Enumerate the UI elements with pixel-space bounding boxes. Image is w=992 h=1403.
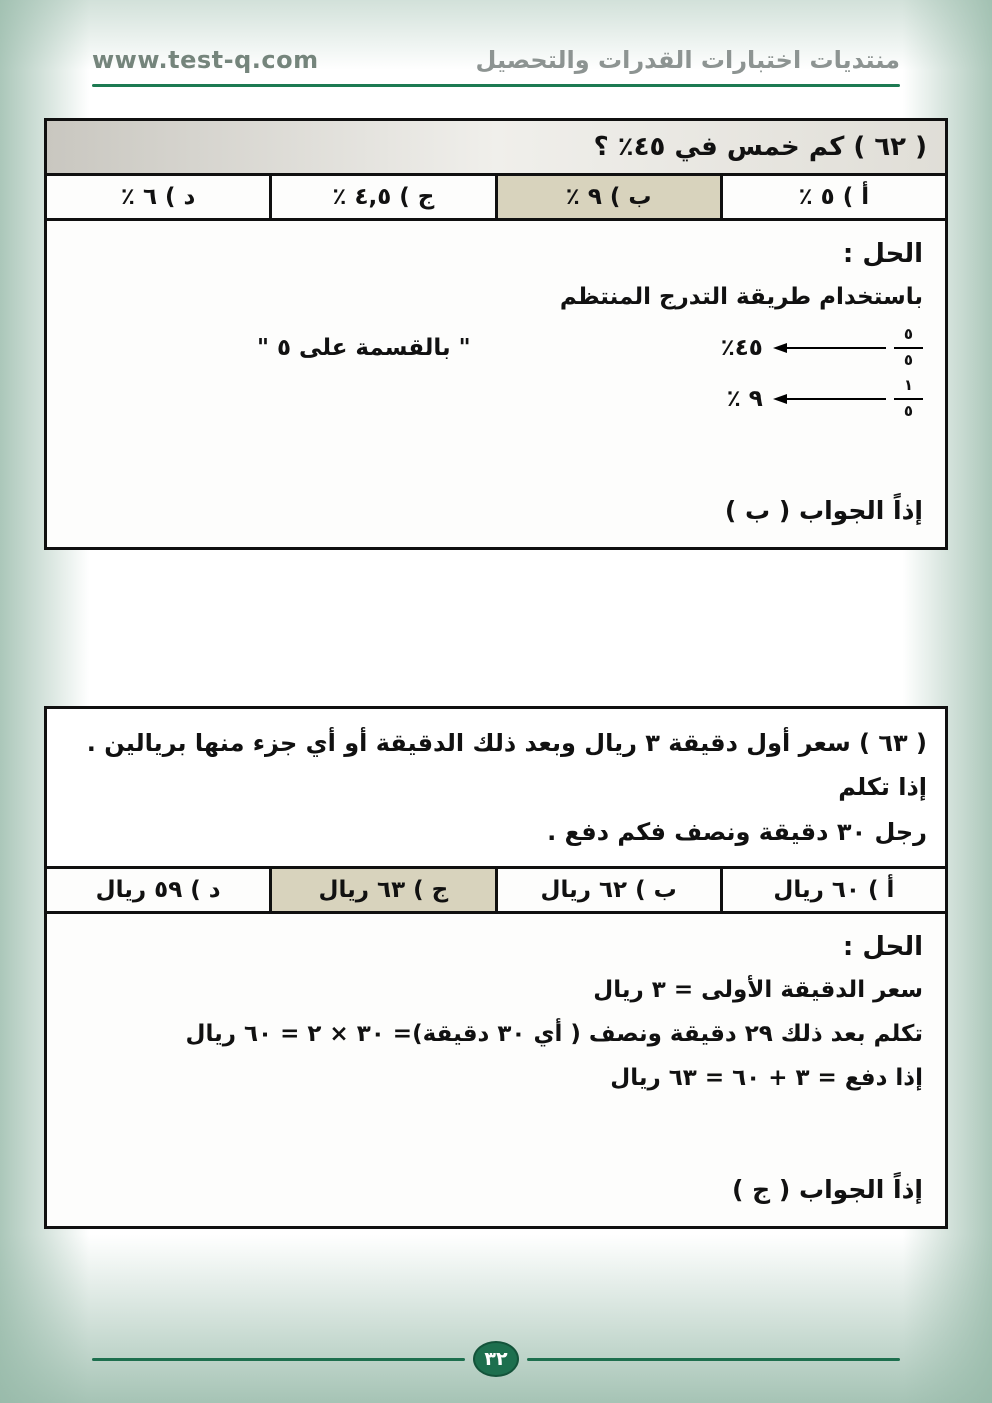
solution-line-3: إذا دفع = ٣ + ٦٠ = ٦٣ ريال bbox=[610, 1065, 923, 1092]
question-62-block bbox=[44, 118, 948, 550]
question-63-block bbox=[44, 706, 948, 1229]
fraction-numerator: ٥ bbox=[894, 325, 923, 349]
fraction-1-over-5 bbox=[894, 376, 923, 421]
solution-method: باستخدام طريقة التدرج المنتظم bbox=[559, 284, 923, 310]
option-b-highlighted bbox=[495, 173, 723, 221]
option-b-label: ب ) ٦٢ ريال bbox=[540, 877, 677, 904]
page-number-badge bbox=[473, 1341, 519, 1377]
step-1-note: " بالقسمة على ٥ " bbox=[257, 334, 471, 361]
option-a bbox=[720, 173, 948, 221]
fraction-denominator: ٥ bbox=[903, 401, 913, 420]
solution-line-2: تكلم بعد ذلك ٢٩ دقيقة ونصف ( أي ٣٠ دقيقة)= ٣٠ × ٢ = ٦٠ ريال bbox=[185, 1021, 923, 1048]
option-a bbox=[720, 866, 948, 914]
question-63-solution bbox=[44, 911, 948, 1229]
fraction-numerator: ١ bbox=[894, 376, 923, 400]
left-arrow-icon bbox=[773, 392, 888, 406]
step-1-result: ٤٥٪ bbox=[720, 334, 763, 361]
option-d-label: د ) ٦ ٪ bbox=[120, 184, 196, 210]
solution-step-1 bbox=[69, 325, 923, 370]
header-divider bbox=[92, 84, 900, 87]
left-arrow-icon bbox=[773, 341, 888, 355]
option-a-label: أ ) ٥ ٪ bbox=[798, 184, 870, 210]
option-c-label: ج ) ٤,٥ ٪ bbox=[332, 184, 435, 210]
solution-answer: إذاً الجواب ( ب ) bbox=[724, 496, 923, 525]
question-62-title-text: ( ٦٢ ) كم خمس في ٤٥٪ ؟ bbox=[593, 132, 927, 162]
solution-line-1: سعر الدقيقة الأولى = ٣ ريال bbox=[593, 977, 923, 1004]
page-footer bbox=[92, 1341, 900, 1377]
option-d bbox=[44, 173, 272, 221]
fraction-5-over-5 bbox=[894, 325, 923, 370]
step-2-result: ٩ ٪ bbox=[726, 385, 763, 412]
site-url: www.test-q.com bbox=[92, 46, 319, 74]
page-header bbox=[0, 0, 992, 74]
solution-answer: إذاً الجواب ( ج ) bbox=[732, 1175, 923, 1205]
solution-step-2 bbox=[69, 376, 923, 421]
footer-divider-left bbox=[527, 1358, 900, 1361]
option-c-highlighted bbox=[269, 866, 497, 914]
option-a-label: أ ) ٦٠ ريال bbox=[773, 877, 895, 904]
solution-heading: الحل : bbox=[842, 239, 923, 269]
question-63-title bbox=[44, 706, 948, 869]
question-62-options bbox=[44, 173, 948, 221]
option-c bbox=[269, 173, 497, 221]
question-63-title-line2: رجل ٣٠ دقيقة ونصف فكم دفع . bbox=[547, 817, 927, 846]
option-d-label: د ) ٥٩ ريال bbox=[95, 877, 221, 904]
option-b bbox=[495, 866, 723, 914]
page-number: ٣٢ bbox=[484, 1348, 508, 1370]
option-d bbox=[44, 866, 272, 914]
question-63-options bbox=[44, 866, 948, 914]
site-title: منتديات اختبارات القدرات والتحصيل bbox=[475, 46, 900, 74]
option-b-label: ب ) ٩ ٪ bbox=[565, 184, 652, 210]
solution-heading: الحل : bbox=[842, 932, 923, 963]
footer-divider-right bbox=[92, 1358, 465, 1361]
question-63-title-line1: ( ٦٣ ) سعر أول دقيقة ٣ ريال وبعد ذلك الدقيقة أو أي جزء منها بريالين . إذا تكلم bbox=[86, 729, 927, 802]
question-62-solution bbox=[44, 218, 948, 550]
question-62-title bbox=[44, 118, 948, 176]
fraction-denominator: ٥ bbox=[903, 350, 913, 369]
option-c-label: ج ) ٦٣ ريال bbox=[318, 877, 449, 904]
